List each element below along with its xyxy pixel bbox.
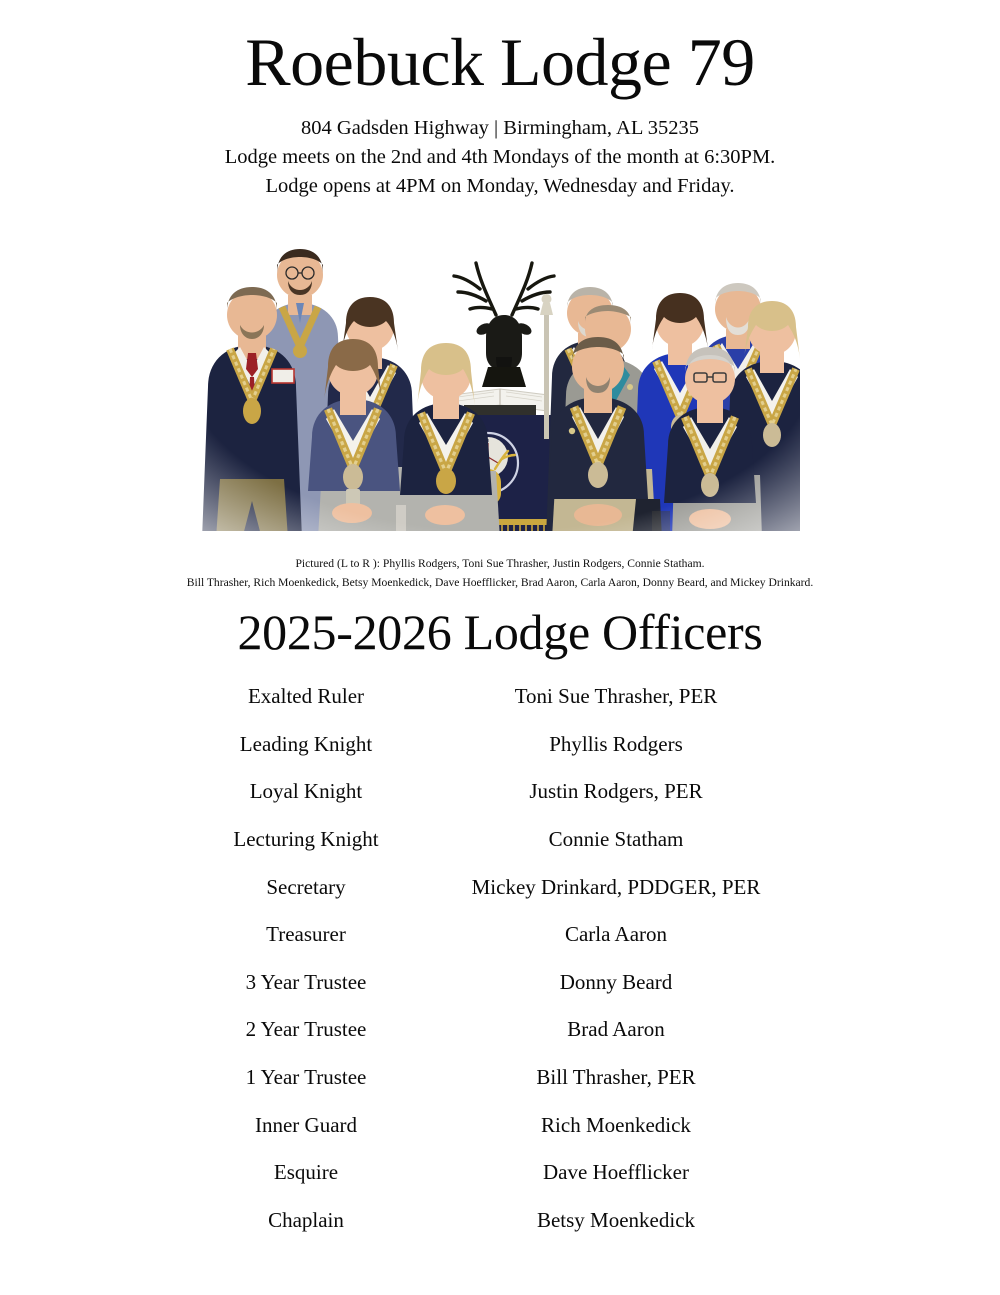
group-photo-illustration	[200, 219, 800, 539]
officer-row	[190, 816, 810, 864]
lodge-address: 804 Gadsden Highway | Birmingham, AL 35235	[301, 117, 699, 139]
officer-name: Carla Aaron	[564, 922, 668, 947]
officer-title: Chaplain	[268, 1207, 344, 1232]
photo-caption	[0, 555, 1000, 593]
officers-section-heading: 2025-2026 Lodge Officers	[237, 603, 763, 660]
page-title: Roebuck Lodge 79	[245, 24, 755, 100]
officer-name: Phyllis Rodgers	[549, 731, 683, 756]
photo-caption-line-1: Pictured (L to R ): Phyllis Rodgers, Toni Sue Thrasher, Justin Rodgers, Connie Statham.	[295, 557, 705, 571]
officer-title: Exalted Ruler	[247, 684, 365, 709]
officer-name: Connie Statham	[548, 826, 684, 851]
officer-name: Donny Beard	[559, 969, 673, 994]
officer-row	[190, 863, 810, 911]
officer-name: Bill Thrasher, PER	[536, 1064, 696, 1089]
officer-title: Treasurer	[266, 922, 346, 947]
officers-roster-table	[190, 673, 810, 1244]
officer-row	[190, 720, 810, 768]
officers-group-photo	[200, 219, 800, 539]
lodge-opening-hours: Lodge opens at 4PM on Monday, Wednesday and Friday.	[265, 175, 735, 198]
officer-row	[190, 958, 810, 1006]
officer-name: Dave Hoefflicker	[543, 1160, 689, 1185]
officer-title: Inner Guard	[254, 1112, 358, 1137]
officer-row	[190, 1101, 810, 1149]
officer-title: Leading Knight	[239, 731, 373, 756]
officer-row	[190, 911, 810, 959]
officer-row	[190, 1006, 810, 1054]
officer-row	[190, 768, 810, 816]
officer-title: Loyal Knight	[249, 779, 363, 804]
officer-title: 2 Year Trustee	[245, 1017, 367, 1042]
officer-name: Brad Aaron	[567, 1017, 665, 1042]
officer-row	[190, 1054, 810, 1102]
officer-name: Toni Sue Thrasher, PER	[514, 684, 718, 709]
officer-row	[190, 673, 810, 721]
officer-row	[190, 1196, 810, 1244]
officer-title: 1 Year Trustee	[245, 1064, 367, 1089]
officer-title: 3 Year Trustee	[245, 969, 367, 994]
lodge-meeting-schedule: Lodge meets on the 2nd and 4th Mondays of the month at 6:30PM.	[224, 146, 776, 169]
officer-title: Lecturing Knight	[233, 826, 379, 851]
photo-caption-line-2: Bill Thrasher, Rich Moenkedick, Betsy Moenkedick, Dave Hoefflicker, Brad Aaron, Carla Aaron, Donny Beard, and Mickey Drinkard.	[186, 576, 814, 590]
officers-roster-body	[190, 673, 810, 1244]
officer-title: Esquire	[273, 1160, 339, 1185]
officer-title: Secretary	[266, 874, 346, 899]
lodge-info-block	[0, 114, 1000, 201]
officer-row	[190, 1149, 810, 1197]
officer-name: Justin Rodgers, PER	[529, 779, 703, 804]
officer-name: Mickey Drinkard, PDDGER, PER	[471, 874, 761, 899]
officer-name: Rich Moenkedick	[541, 1112, 691, 1137]
officer-name: Betsy Moenkedick	[536, 1207, 696, 1232]
